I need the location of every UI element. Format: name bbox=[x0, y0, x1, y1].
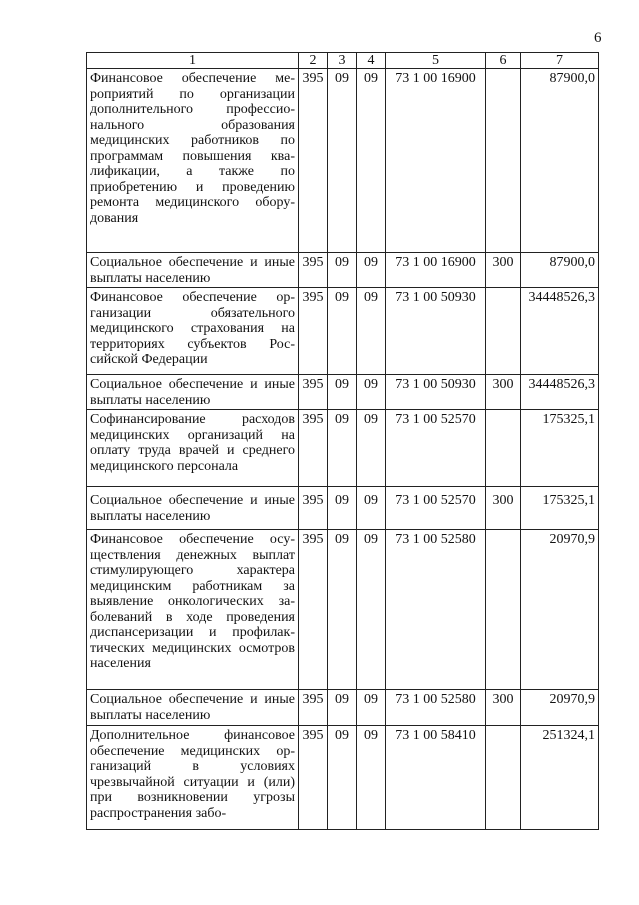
table-row bbox=[87, 690, 599, 726]
cell-subsection: 09 bbox=[357, 69, 386, 253]
budget-table bbox=[86, 52, 599, 830]
cell-code: 395 bbox=[299, 288, 328, 375]
cell-amount: 175325,1 bbox=[521, 410, 599, 487]
row-description: Финансовое обеспечение мероприятий по организации дополнительного профессионального образования медицинских работников по программам повышения квалификации, а также по приобретению и проведению ремонта медицинского оборудования bbox=[87, 69, 299, 253]
cell-section: 09 bbox=[328, 288, 357, 375]
column-header: 3 bbox=[328, 53, 357, 69]
cell-code: 395 bbox=[299, 530, 328, 690]
cell-amount: 20970,9 bbox=[521, 690, 599, 726]
cell-section: 09 bbox=[328, 375, 357, 410]
table-row bbox=[87, 487, 599, 530]
row-description: Социальное обеспечение и иные выплаты населению bbox=[87, 487, 299, 530]
cell-target-article: 73 1 00 52570 bbox=[386, 487, 486, 530]
cell-code: 395 bbox=[299, 487, 328, 530]
cell-target-article: 73 1 00 52580 bbox=[386, 690, 486, 726]
cell-subsection: 09 bbox=[357, 530, 386, 690]
cell-amount: 87900,0 bbox=[521, 253, 599, 288]
table-row bbox=[87, 253, 599, 288]
cell-amount: 34448526,3 bbox=[521, 288, 599, 375]
cell-target-article: 73 1 00 16900 bbox=[386, 253, 486, 288]
cell-expense-type bbox=[486, 288, 521, 375]
table-row bbox=[87, 375, 599, 410]
cell-amount: 87900,0 bbox=[521, 69, 599, 253]
cell-target-article: 73 1 00 16900 bbox=[386, 69, 486, 253]
table-row bbox=[87, 530, 599, 690]
cell-section: 09 bbox=[328, 69, 357, 253]
cell-subsection: 09 bbox=[357, 410, 386, 487]
table-header-row bbox=[87, 53, 599, 69]
cell-code: 395 bbox=[299, 69, 328, 253]
cell-expense-type: 300 bbox=[486, 690, 521, 726]
cell-target-article: 73 1 00 52570 bbox=[386, 410, 486, 487]
table-row bbox=[87, 726, 599, 830]
cell-expense-type bbox=[486, 410, 521, 487]
cell-expense-type bbox=[486, 69, 521, 253]
cell-amount: 251324,1 bbox=[521, 726, 599, 830]
cell-subsection: 09 bbox=[357, 726, 386, 830]
cell-amount: 20970,9 bbox=[521, 530, 599, 690]
cell-code: 395 bbox=[299, 253, 328, 288]
row-description: Софинансирование расходов медицинских организаций на оплату труда врачей и среднего медицинского персонала bbox=[87, 410, 299, 487]
cell-amount: 34448526,3 bbox=[521, 375, 599, 410]
row-description: Социальное обеспечение и иные выплаты населению bbox=[87, 690, 299, 726]
table-row bbox=[87, 69, 599, 253]
row-description: Финансовое обеспечение осуществления денежных выплат стимулирующего характера медицинским работникам за выявление онкологических заболеваний в ходе проведения диспансеризации и профилактических медицинских осмотров населения bbox=[87, 530, 299, 690]
table-row bbox=[87, 410, 599, 487]
cell-target-article: 73 1 00 50930 bbox=[386, 288, 486, 375]
cell-subsection: 09 bbox=[357, 690, 386, 726]
column-header: 6 bbox=[486, 53, 521, 69]
row-description: Социальное обеспечение и иные выплаты населению bbox=[87, 253, 299, 288]
cell-subsection: 09 bbox=[357, 253, 386, 288]
cell-section: 09 bbox=[328, 690, 357, 726]
cell-expense-type bbox=[486, 726, 521, 830]
cell-expense-type: 300 bbox=[486, 375, 521, 410]
table-row bbox=[87, 288, 599, 375]
cell-section: 09 bbox=[328, 410, 357, 487]
column-header: 1 bbox=[87, 53, 299, 69]
cell-code: 395 bbox=[299, 690, 328, 726]
cell-amount: 175325,1 bbox=[521, 487, 599, 530]
cell-subsection: 09 bbox=[357, 487, 386, 530]
row-description: Финансовое обеспечение организации обязательного медицинского страхования на территориях субъектов Российской Федерации bbox=[87, 288, 299, 375]
column-header: 5 bbox=[386, 53, 486, 69]
cell-target-article: 73 1 00 50930 bbox=[386, 375, 486, 410]
row-description: Социальное обеспечение и иные выплаты населению bbox=[87, 375, 299, 410]
cell-expense-type bbox=[486, 530, 521, 690]
cell-expense-type: 300 bbox=[486, 487, 521, 530]
page-number: 6 bbox=[594, 30, 602, 46]
cell-expense-type: 300 bbox=[486, 253, 521, 288]
column-header: 4 bbox=[357, 53, 386, 69]
cell-section: 09 bbox=[328, 726, 357, 830]
cell-section: 09 bbox=[328, 487, 357, 530]
column-header: 2 bbox=[299, 53, 328, 69]
cell-subsection: 09 bbox=[357, 375, 386, 410]
cell-target-article: 73 1 00 52580 bbox=[386, 530, 486, 690]
cell-subsection: 09 bbox=[357, 288, 386, 375]
column-header: 7 bbox=[521, 53, 599, 69]
cell-section: 09 bbox=[328, 530, 357, 690]
cell-code: 395 bbox=[299, 410, 328, 487]
cell-code: 395 bbox=[299, 726, 328, 830]
cell-section: 09 bbox=[328, 253, 357, 288]
row-description: Дополнительное финансовое обеспечение медицинских организаций в условиях чрезвычайной ситуации и (или) при возникновении угрозы распространения забо- bbox=[87, 726, 299, 830]
cell-code: 395 bbox=[299, 375, 328, 410]
cell-target-article: 73 1 00 58410 bbox=[386, 726, 486, 830]
